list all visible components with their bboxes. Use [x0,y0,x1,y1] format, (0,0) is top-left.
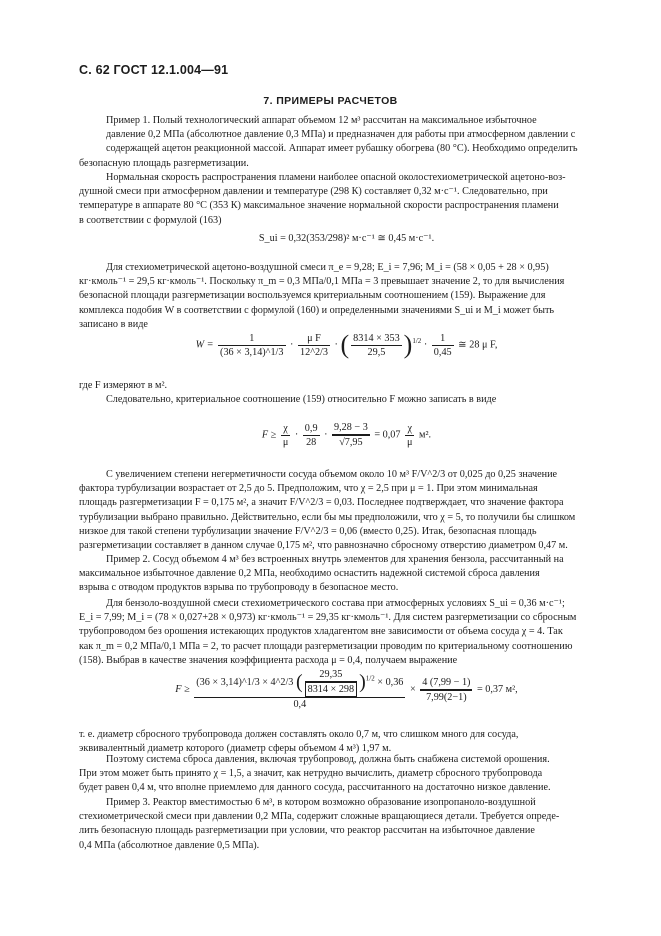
fraction: $\frac{1}{(36 \times 3,14)\^{}1/3}$ [220,332,284,358]
paragraph-stoichiometric: Для стехиометрической ацетоно-воздушной смеси π_e = 9,28; E_i = 7,96; M_i = (58 × 0,05 + 28 × 0,95) кг·кмоль⁻¹ = 29,5 кг·кмоль⁻¹. Поскольку π_m = 0,3 МПа/0,1 МПа = 3 превышает значение 2, то для вычисления безопасной площади разгерметизации воспользуемся критериальным соотношением (159). Выражение для комплекса подобия W в соответствии с формулой (160) и определенными значениями S_ui и M_i может быть записано в виде [79,262,565,330]
paragraph-flame-speed: Нормальная скорость распространения пламени наиболее опасной околостехиометрической ацетоно-воз- душной смеси при атмосферном давлении и температуре (298 К) составляет 0,32 м·с⁻¹. Следовательно, при температуре в аппарате 80 °С (353 К) максимальное значение нормальной скорости распространения пламени в соответствии с формулой (163) [79,172,566,226]
fraction: $\frac{29,35}{8314 \times 298}$ [305,668,358,697]
fraction: $\frac{\text{μ F}}{12\^{}2/3}$ [300,332,328,358]
equation-flame-speed: S_ui = 0,32(353/298)² м·с⁻¹ ≅ 0,45 м·с⁻¹. [258,233,435,244]
fraction: $\frac{\chi}{\mu}$ [282,422,289,448]
paragraph-irrigation: Поэтому система сброса давления, включая трубопровод, должна быть снабжена системой орошения. При этом может быть принято χ = 1,5, а значит, как нетрудно вычислить, диаметр сбросного трубопровода будет равен 0,4 м, что вполне приемлемо для данного сосуда, рассчитанного на достаточно низкое давление. [79,754,551,794]
fraction: (36 × 3,14)^1/3 × 4^2/3 ( $\frac{29,35}{8314 \times 298}$ )$^{1/2}$ × 0,36 0,4 [196,669,404,710]
paragraph-units: где F измеряют в м². [79,380,168,391]
paragraph-benzene: Для бензоло-воздушной смеси стехиометрического состава при атмосферных условиях S_ui = 0,36 м·с⁻¹; E_i = 7,99; M_i = (78 × 0,027+28 × 0,973) кг·кмоль⁻¹ = 29,35 кг·кмоль⁻¹. Для систем разгерметизации со сбросным трубопроводом без орошения истекающих продуктов хладагентом вне зависимости от объема сосуда χ = 4. Так как π_m = 0,2 МПа/0,1 МПа = 2, то расчет площади разгерметизации проводим по критериальному соотношению (158). Выбрав в качестве значения коэффициента расхода μ = 0,4, получаем выражение [79,598,577,666]
paragraph-diameter: т. е. диаметр сбросного трубопровода должен составлять около 0,7 м, что слишком много для сосуда, эквивалентный диаметр которого (диаметр сферы объемом 4 м³) 1,97 м. [79,729,519,755]
equation-pipe-area: F ≥ (36 × 3,14)^1/3 × 4^2/3 ( $\frac{29,35}{8314 \times 298}$ )$^{1/2}$ × 0,36 0,4 × $\frac{4 (7,99 - 1)}{7,99(2-1)}$ = 0,37 м², [175,669,518,710]
paragraph-criterion: Следовательно, критериальное соотношение (159) относительно F можно записать в виде [106,394,497,405]
equation-area-criterion: F ≥ $\frac{\chi}{\mu}$ · $\frac{0,9}{28}$ · $\frac{9,28 - 3}{√7,95}$ = 0,07 $\frac{\chi}{\mu}$ м². [261,422,432,448]
fraction: $\frac{\chi}{\mu}$ [407,422,413,448]
paragraph-turbulence: С увеличением степени негерметичности сосуда объемом около 10 м³ F/V^2/3 от 0,025 до 0,25 значение фактора турбулизации возрастает от 2,5 до 5. Предположим, что χ = 2,5 при μ = 1. При этом минимальная площадь разгерметизации F = 0,175 м², а значит F/V^2/3 = 0,03. Последнее подтверждает, что значение фактора турбулизации выбрано правильно. Действительно, если бы мы предположили, что χ = 5, то получили бы слишком низкое для такой степени турбулизации значение F/V^2/3 = 0,06 (вместо 0,25). Итак, безопасная площадь разгерметизации составляет в данном случае 0,175 м², что равнозначно сбросному отверстию диаметром 0,47 м. [79,469,576,552]
fraction: $\frac{9,28 - 3}{√7,95}$ [334,422,368,448]
fraction: $\frac{4 (7,99 - 1)}{7,99(2-1)}$ [422,676,471,703]
fraction: $\frac{8314 \times 353}{29,5}$ [353,332,400,358]
fraction: $\frac{0,9}{28}$ [304,422,318,448]
equation-similarity-complex: W = $\frac{1}{(36 \times 3,14)\^{}1/3}$ · $\frac{\text{μ F}}{12\^{}2/3}$ · ( $\frac{8314 \times 353}{29,5}$ )$^{1/2}$ · $\frac{1}{0,45}$ ≅ 28 μ F, [195,330,498,359]
paragraph-example-3: Пример 3. Реактор вместимостью 6 м³, в котором возможно образование изопропаноло-воздушной стехиометрической смеси при давлении 0,2 МПа, содержит сложные вращающиеся детали. Требуется опреде- лить безопасную площадь разгерметизации при условии, что реактор рассчитан на избыточное давление 0,4 МПа (абсолютное давление 0,5 МПа). [79,797,560,851]
paragraph-example-1: Пример 1. Полый технологический аппарат объемом 12 м³ рассчитан на максимальное избыточное давление 0,2 МПа (абсолютное давление 0,3 МПа) и предназначен для работы при атмосферном давлении с содержащей ацетон реакционной массой. Аппарат имеет рубашку обогрева (80 °С). Необходимо определить безопасную площадь разгерметизации. [79,115,578,169]
section-title: 7. ПРИМЕРЫ РАСЧЕТОВ [263,95,398,107]
fraction: $\frac{1}{0,45}$ [433,332,452,358]
paragraph-example-2: Пример 2. Сосуд объемом 4 м³ без встроенных внутрь элементов для хранения бензола, рассчитанный на максимальное избыточное давление 0,2 МПа, необходимо оснастить надежной системой сброса давления взрыва с отводом продуктов взрыва по трубопроводу в безопасное место. [79,554,564,594]
page-header: С. 62 ГОСТ 12.1.004—91 [79,63,229,77]
